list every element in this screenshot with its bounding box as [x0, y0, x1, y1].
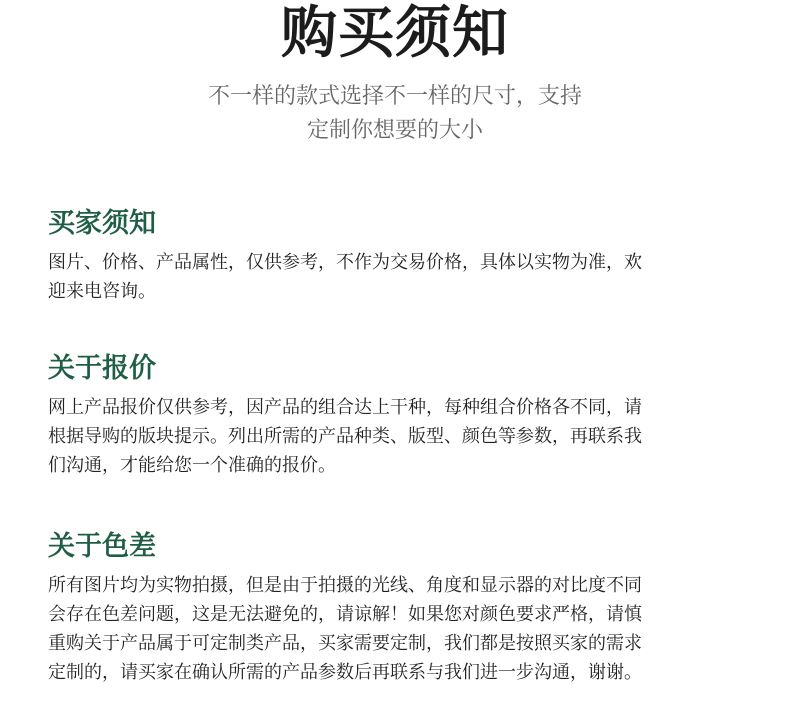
section-body	[48, 248, 738, 306]
subtitle-line: 不一样的款式选择不一样的尺寸，支持	[207, 84, 582, 109]
body-line: 迎来电咨询。	[48, 281, 156, 302]
section-about-color-difference	[48, 529, 748, 687]
section-heading: 关于报价	[48, 353, 156, 384]
page-title: 购买须知	[281, 1, 509, 66]
section-body	[48, 571, 738, 687]
body-line: 会存在色差问题，这是无法避免的，请谅解！如果您对颜色要求严格，请慎	[48, 604, 642, 625]
body-line: 根据导购的版块提示。列出所需的产品种类、版型、颜色等参数，再联系我	[48, 426, 642, 447]
body-line: 网上产品报价仅供参考，因产品的组合达上干种，每种组合价格各不同，请	[48, 397, 642, 418]
section-heading: 关于色差	[48, 531, 156, 562]
body-line: 们沟通，才能给您一个准确的报价。	[48, 455, 336, 476]
body-line: 所有图片均为实物拍摄，但是由于拍摄的光线、角度和显示器的对比度不同	[48, 575, 642, 596]
page-subtitle	[0, 80, 790, 148]
section-about-quotation	[48, 351, 748, 480]
subtitle-line: 定制你想要的大小	[306, 118, 483, 143]
body-line: 图片、价格、产品属性，仅供参考，不作为交易价格，具体以实物为准，欢	[48, 252, 642, 273]
section-buyer-notice	[48, 206, 748, 306]
section-body	[48, 393, 738, 480]
body-line: 定制的，请买家在确认所需的产品参数后再联系与我们进一步沟通，谢谢。	[48, 662, 642, 683]
body-line: 重购关于产品属于可定制类产品，买家需要定制，我们都是按照买家的需求	[48, 633, 642, 654]
section-heading: 买家须知	[48, 208, 156, 239]
